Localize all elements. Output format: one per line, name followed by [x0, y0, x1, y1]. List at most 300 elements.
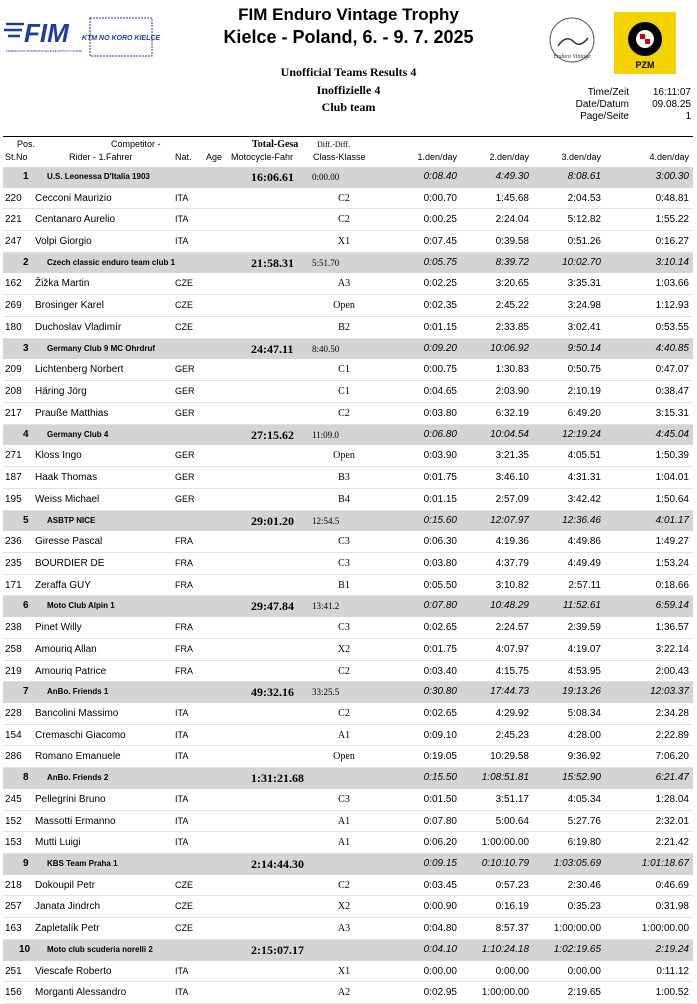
- rider-name: Zeraffa GUY: [35, 579, 91, 591]
- rider-start-number: 257: [5, 901, 22, 913]
- rider-day4: 7:06.20: [655, 751, 689, 763]
- team-day4: 3:00.30: [655, 171, 689, 182]
- event-venue: Kielce - Poland, 6. - 9. 7. 2025: [223, 27, 474, 47]
- rider-row: [3, 359, 693, 381]
- team-position: 2: [23, 256, 29, 268]
- rider-start-number: 162: [5, 278, 22, 290]
- team-day2: 12:07.97: [490, 514, 529, 526]
- team-name: AnBo. Friends 1: [47, 687, 109, 697]
- rider-row: [3, 403, 693, 425]
- team-day2: 8:39.72: [495, 256, 529, 268]
- rider-start-number: 286: [5, 751, 22, 763]
- rider-start-number: 221: [5, 214, 22, 226]
- rider-start-number: 163: [5, 923, 22, 935]
- rider-day3: 3:02.41: [567, 321, 601, 333]
- team-name: AnBo. Friends 2: [47, 773, 109, 783]
- team-day3: 1:03:05.69: [553, 858, 601, 870]
- rider-day4: 1:50.39: [655, 450, 689, 462]
- team-day2: 4:49.30: [495, 171, 529, 182]
- team-position: 1: [23, 171, 29, 182]
- team-day1: 0:15.50: [423, 772, 457, 784]
- rider-day3: 0:00.00: [567, 965, 601, 977]
- rider-day2: 2:57.09: [495, 493, 529, 505]
- rider-day3: 0:51.26: [567, 236, 601, 248]
- rider-day2: 0:57.23: [495, 879, 529, 891]
- rider-start-number: 180: [5, 321, 22, 333]
- col-day3: 3.den/day: [561, 152, 601, 162]
- rider-nationality: GER: [175, 450, 195, 461]
- rider-day1: 0:00.25: [423, 214, 457, 226]
- rider-day1: 0:02.65: [423, 707, 457, 719]
- rider-name: Prauße Matthias: [35, 407, 109, 419]
- team-day4: 2:19.24: [655, 944, 689, 956]
- team-row: [3, 425, 693, 446]
- rider-class: A1: [337, 837, 351, 849]
- page-label: Page/Seite: [580, 111, 629, 122]
- rider-nationality: CZE: [175, 879, 193, 890]
- rider-day3: 0:50.75: [567, 364, 601, 376]
- col-day4: 4.den/day: [649, 152, 689, 162]
- rider-day4: 0:47.07: [655, 364, 689, 376]
- rider-day3: 3:24.98: [567, 300, 601, 312]
- team-name: ASBTP NICE: [47, 515, 96, 525]
- rider-name: Weiss Michael: [35, 493, 100, 505]
- team-day2: 1:10:24.18: [481, 944, 529, 956]
- rider-name: Häring Jörg: [35, 386, 87, 398]
- rider-start-number: 187: [5, 471, 22, 483]
- rider-nationality: CZE: [175, 901, 193, 912]
- rider-name: Janata Jindrch: [35, 901, 101, 913]
- rider-day4: 3:22.14: [655, 643, 689, 655]
- rider-day4: 1:36.57: [655, 621, 689, 633]
- rider-class: C3: [338, 621, 350, 633]
- rider-row: [3, 489, 693, 511]
- col-motocycle: Motocycle-Fahr: [231, 152, 294, 162]
- team-total: 16:06.61: [251, 170, 294, 184]
- team-row: [3, 339, 693, 360]
- rider-day4: 3:15.31: [655, 407, 689, 419]
- rider-class: C2: [338, 665, 350, 677]
- report-header: [0, 0, 697, 140]
- rider-row: [3, 381, 693, 403]
- rider-day1: 0:09.10: [423, 729, 457, 741]
- rider-day3: 6:49.20: [567, 407, 601, 419]
- rider-day3: 5:12.82: [567, 214, 601, 226]
- team-day1: 0:09.20: [423, 342, 457, 354]
- rider-day2: 2:45.22: [495, 300, 529, 312]
- pzm-logo-text: PZM: [635, 60, 655, 70]
- rider-class: C3: [338, 536, 350, 548]
- rider-day4: 0:11.12: [656, 965, 689, 977]
- rider-nationality: FRA: [175, 579, 193, 590]
- team-day1: 0:09.15: [423, 858, 457, 870]
- date-label: Date/Datum: [575, 99, 629, 110]
- rider-day2: 5:00.64: [495, 815, 529, 827]
- rider-start-number: 251: [5, 965, 22, 977]
- rider-day3: 2:04.53: [567, 192, 601, 204]
- rider-start-number: 220: [5, 192, 22, 204]
- rider-day3: 4:53.95: [567, 665, 601, 677]
- col-pos: Pos.: [17, 139, 36, 149]
- rider-day2: 0:39.58: [495, 236, 529, 248]
- rider-day4: 2:22.89: [655, 729, 689, 741]
- rider-day2: 4:15.75: [495, 665, 529, 677]
- team-row: [3, 854, 693, 875]
- rider-day2: 4:37.79: [495, 557, 529, 569]
- team-day3: 12:19.24: [562, 428, 601, 440]
- rider-nationality: ITA: [175, 214, 189, 225]
- team-name: KBS Team Praha 1: [47, 859, 118, 869]
- rider-row: [3, 811, 693, 833]
- rider-day1: 0:00.75: [423, 364, 457, 376]
- rider-day3: 9:36.92: [567, 751, 601, 763]
- team-diff: 13:41.2: [312, 601, 340, 612]
- rider-day3: 4:49.86: [567, 536, 601, 548]
- team-row: [3, 511, 693, 532]
- rider-day3: 2:57.11: [568, 579, 601, 591]
- rider-day2: 8:57.37: [495, 923, 529, 935]
- rider-day2: 0:16.19: [495, 901, 529, 913]
- rider-name: Volpi Giorgio: [35, 236, 92, 248]
- rider-row: [3, 639, 693, 661]
- team-row: [3, 768, 693, 789]
- rider-day4: 1:12.93: [655, 300, 689, 312]
- team-total: 21:58.31: [251, 255, 294, 270]
- rider-row: [3, 918, 693, 940]
- team-day1: 0:08.40: [423, 171, 457, 182]
- rider-day4: 0:46.69: [655, 879, 689, 891]
- rider-name: Bancolini Massimo: [35, 707, 119, 719]
- rider-day4: 0:53.55: [655, 321, 689, 333]
- rider-class: C2: [338, 192, 350, 204]
- fim-logo-subtext: FEDERATION INTERNATIONALE DE MOTOCYCLISME: [6, 49, 82, 53]
- rider-row: [3, 703, 693, 725]
- rider-start-number: 208: [5, 386, 22, 398]
- team-day2: 17:44.73: [490, 686, 529, 698]
- team-diff: 8:40.50: [312, 343, 340, 354]
- rider-class: X2: [337, 643, 351, 655]
- rider-name: Amouriq Allan: [35, 643, 97, 655]
- rider-day3: 6:19.80: [567, 837, 601, 849]
- rider-day1: 0:03.40: [423, 665, 457, 677]
- rider-class: Open: [333, 300, 355, 312]
- rider-day2: 2:24.57: [495, 621, 529, 633]
- rider-day2: 3:21.35: [495, 450, 529, 462]
- rider-day2: 0:00.00: [495, 965, 529, 977]
- rider-class: A1: [337, 729, 351, 741]
- team-diff: 12:54.5: [312, 515, 340, 526]
- rider-day3: 4:05.34: [567, 793, 601, 805]
- team-total: 2:15:07.17: [251, 943, 304, 958]
- rider-name: Lichtenberg Norbert: [35, 364, 124, 376]
- rider-nationality: ITA: [175, 987, 189, 998]
- team-day3: 19:13.26: [562, 686, 601, 698]
- rider-day1: 0:04.80: [423, 923, 457, 935]
- rider-row: [3, 273, 693, 295]
- rider-row: [3, 575, 693, 597]
- rider-class: B1: [338, 579, 350, 591]
- team-position: 8: [23, 772, 29, 784]
- rider-row: [3, 467, 693, 489]
- rider-day2: 3:10.82: [495, 579, 529, 591]
- rider-day1: 0:00.90: [423, 901, 457, 913]
- rider-nationality: CZE: [175, 321, 193, 332]
- rider-day2: 2:33.85: [495, 321, 529, 333]
- rider-day2: 4:29.92: [495, 707, 529, 719]
- rider-day2: 6:32.19: [495, 407, 529, 419]
- results-category: Club team: [321, 100, 376, 114]
- team-day2: 10:06.92: [490, 342, 529, 354]
- rider-start-number: 245: [5, 793, 22, 805]
- date-value: 09.08.25: [652, 99, 691, 110]
- team-day2: 0:10:10.79: [481, 858, 529, 870]
- rider-day1: 0:01.50: [423, 793, 457, 805]
- rider-name: Zapletalík Petr: [35, 923, 100, 935]
- rider-class: B4: [338, 493, 350, 505]
- rider-day4: 1:03.66: [655, 278, 689, 290]
- team-day4: 4:40.85: [655, 342, 689, 354]
- rider-name: Cremaschi Giacomo: [35, 729, 126, 741]
- team-total: 2:14:44.30: [251, 857, 304, 872]
- rider-nationality: ITA: [175, 729, 189, 740]
- rider-class: C1: [338, 386, 350, 398]
- rider-class: Open: [333, 751, 355, 763]
- rider-day3: 4:49.49: [567, 557, 601, 569]
- team-total: 29:01.20: [251, 513, 294, 528]
- rider-day2: 10:29.58: [490, 751, 529, 763]
- rider-day2: 1:30.83: [495, 364, 529, 376]
- team-day1: 0:15.60: [423, 514, 457, 526]
- team-day1: 0:30.80: [423, 686, 457, 698]
- rider-row: [3, 531, 693, 553]
- rider-class: C2: [338, 214, 350, 226]
- rider-day2: 2:24.04: [495, 214, 529, 226]
- rider-day2: 1:00:00.00: [481, 837, 529, 849]
- team-day3: 10:02.70: [562, 256, 601, 268]
- rider-day3: 2:39.59: [567, 621, 601, 633]
- rider-start-number: 156: [5, 987, 22, 999]
- rider-day2: 1:00:00.00: [481, 987, 529, 999]
- rider-row: [3, 982, 693, 1004]
- rider-name: Massotti Ermanno: [35, 815, 116, 827]
- rider-day2: 2:45.23: [495, 729, 529, 741]
- rider-start-number: 247: [5, 236, 22, 248]
- rider-day3: 5:08.34: [567, 707, 601, 719]
- rider-row: [3, 789, 693, 811]
- rider-class: C1: [338, 364, 350, 376]
- rider-class: A2: [337, 987, 351, 999]
- rider-name: Centanaro Aurelio: [35, 214, 116, 226]
- rider-row: [3, 617, 693, 639]
- rider-name: Giresse Pascal: [35, 536, 103, 548]
- page-value: 1: [685, 111, 691, 122]
- rider-row: [3, 188, 693, 210]
- rider-nationality: ITA: [175, 965, 189, 976]
- team-position: 10: [19, 944, 31, 956]
- col-competitor: Competitor -: [111, 139, 161, 149]
- rider-name: Duchoslav Vladimír: [35, 321, 122, 333]
- rider-nationality: CZE: [175, 278, 193, 289]
- team-total: 1:31:21.68: [251, 771, 304, 786]
- team-position: 5: [23, 514, 29, 526]
- team-day1: 0:07.80: [423, 600, 457, 612]
- rider-day1: 0:01.15: [423, 493, 457, 505]
- rider-day3: 4:05.51: [567, 450, 601, 462]
- team-diff: 33:25.5: [312, 687, 340, 698]
- rider-class: C3: [338, 793, 350, 805]
- team-total: 27:15.62: [251, 427, 294, 442]
- rider-class: A1: [337, 815, 351, 827]
- results-title: Unofficial Teams Results 4: [280, 65, 417, 79]
- rider-name: Romano Emanuele: [35, 751, 121, 763]
- team-day3: 12:36.46: [562, 514, 601, 526]
- rider-name: Dokoupil Petr: [35, 879, 96, 891]
- team-row: [3, 596, 693, 617]
- rider-name: Haak Thomas: [35, 471, 98, 483]
- rider-day1: 0:04.65: [423, 386, 457, 398]
- rider-start-number: 271: [5, 450, 22, 462]
- col-class: Class-Klasse: [313, 152, 366, 162]
- rider-day1: 0:01.75: [423, 643, 457, 655]
- rider-day1: 0:03.90: [423, 450, 457, 462]
- ktm-logo-text: KTM NO KORO KIELCE: [81, 35, 161, 42]
- rider-day1: 0:02.95: [423, 987, 457, 999]
- rider-day1: 0:02.25: [423, 278, 457, 290]
- results-title-de: Inoffizielle 4: [316, 83, 381, 97]
- rider-day1: 0:02.35: [423, 300, 457, 312]
- rider-start-number: 219: [5, 665, 22, 677]
- rider-day1: 0:07.45: [423, 236, 457, 248]
- rider-row: [3, 661, 693, 683]
- rider-day3: 0:35.23: [567, 901, 601, 913]
- team-day4: 3:10.14: [655, 256, 689, 268]
- rider-day4: 0:48.81: [655, 192, 689, 204]
- team-day1: 0:04.10: [423, 944, 457, 956]
- rider-start-number: 238: [5, 621, 22, 633]
- rider-nationality: FRA: [175, 621, 193, 632]
- rider-day4: 0:16.27: [655, 236, 689, 248]
- rider-day2: 4:19.36: [495, 536, 529, 548]
- rider-start-number: 235: [5, 557, 22, 569]
- rider-nationality: ITA: [175, 815, 189, 826]
- report-meta: [576, 87, 691, 123]
- rider-nationality: FRA: [175, 557, 193, 568]
- vintage-logo-text: Enduro Vintage: [553, 54, 591, 60]
- rider-name: Viescafe Roberto: [35, 965, 112, 977]
- rider-day1: 0:06.20: [423, 837, 457, 849]
- fim-logo-text: FIM: [24, 18, 69, 48]
- rider-day4: 1:28.04: [655, 793, 689, 805]
- rider-day3: 3:42.42: [567, 493, 601, 505]
- rider-row: [3, 875, 693, 897]
- rider-day4: 0:31.98: [655, 901, 689, 913]
- rider-name: Pinet Willy: [35, 621, 82, 633]
- rider-day4: 2:21.42: [655, 837, 689, 849]
- team-day1: 0:05.75: [423, 256, 457, 268]
- rider-day1: 0:01.75: [423, 471, 457, 483]
- rider-day4: 1:00:00.00: [641, 923, 689, 935]
- rider-day1: 0:03.45: [423, 879, 457, 891]
- team-day4: 6:21.47: [655, 772, 689, 784]
- rider-nationality: ITA: [175, 707, 189, 718]
- rider-name: Brosinger Karel: [35, 300, 104, 312]
- col-total: Total-Gesa: [252, 139, 299, 150]
- team-day4: 1:01:18.67: [641, 858, 689, 870]
- rider-class: X1: [337, 965, 351, 977]
- rider-day3: 5:27.76: [567, 815, 601, 827]
- rider-day3: 4:19.07: [567, 643, 601, 655]
- rider-start-number: 228: [5, 707, 22, 719]
- rider-day4: 1:50.64: [655, 493, 689, 505]
- rider-name: Žižka Martin: [35, 278, 90, 290]
- rider-day4: 1:04.01: [655, 471, 689, 483]
- col-stno: St.No: [5, 152, 28, 162]
- rider-name: Kloss Ingo: [35, 450, 82, 462]
- team-total: 29:47.84: [251, 599, 294, 614]
- rider-day4: 1:00.52: [655, 987, 689, 999]
- rider-start-number: 258: [5, 643, 22, 655]
- rider-start-number: 236: [5, 536, 22, 548]
- team-day3: 15:52.90: [562, 772, 601, 784]
- rider-day2: 3:20.65: [495, 278, 529, 290]
- col-rider: Rider - 1.Fahrer: [69, 152, 133, 162]
- event-title: FIM Enduro Vintage Trophy: [238, 5, 459, 24]
- col-age: Age: [206, 152, 223, 162]
- rider-day3: 2:10.19: [567, 386, 601, 398]
- team-name: U.S. Leonessa D'Italia 1903: [47, 172, 150, 181]
- rider-start-number: 152: [5, 815, 22, 827]
- rider-start-number: 218: [5, 879, 22, 891]
- team-day2: 10:48.29: [490, 600, 529, 612]
- rider-start-number: 195: [5, 493, 22, 505]
- rider-class: B2: [338, 321, 350, 333]
- rider-row: [3, 209, 693, 231]
- rider-day4: 1:49.27: [655, 536, 689, 548]
- team-row: [3, 940, 693, 961]
- rider-class: B3: [338, 471, 350, 483]
- team-day3: 11:52.61: [562, 600, 601, 612]
- rider-day1: 0:02.65: [423, 621, 457, 633]
- rider-day3: 4:31.31: [567, 471, 601, 483]
- team-day2: 10:04.54: [490, 428, 529, 440]
- team-diff: 5:51.70: [312, 257, 340, 268]
- team-day4: 4:01.17: [655, 514, 689, 526]
- column-headers: [3, 136, 693, 166]
- rider-day4: 1:53.24: [655, 557, 689, 569]
- rider-class: X2: [337, 901, 351, 913]
- rider-nationality: ITA: [175, 837, 189, 848]
- rider-nationality: ITA: [175, 236, 189, 247]
- rider-nationality: GER: [175, 364, 195, 375]
- rider-name: BOURDIER DE: [35, 557, 105, 569]
- rider-day1: 0:06.30: [423, 536, 457, 548]
- team-total: 49:32.16: [251, 685, 294, 700]
- rider-day1: 0:07.80: [423, 815, 457, 827]
- team-day4: 4:45.04: [655, 428, 689, 440]
- rider-class: C2: [338, 407, 350, 419]
- team-position: 6: [23, 600, 29, 612]
- team-row: [3, 167, 693, 188]
- rider-nationality: ITA: [175, 793, 189, 804]
- rider-day3: 3:35.31: [567, 278, 601, 290]
- rider-class: C2: [338, 707, 350, 719]
- team-day2: 1:08:51.81: [481, 772, 529, 784]
- team-position: 4: [23, 428, 29, 440]
- col-diff: Diff.-Diff.: [317, 140, 351, 149]
- rider-class: C2: [338, 879, 350, 891]
- rider-day4: 1:55.22: [655, 214, 689, 226]
- rider-name: Mutti Luigi: [35, 837, 81, 849]
